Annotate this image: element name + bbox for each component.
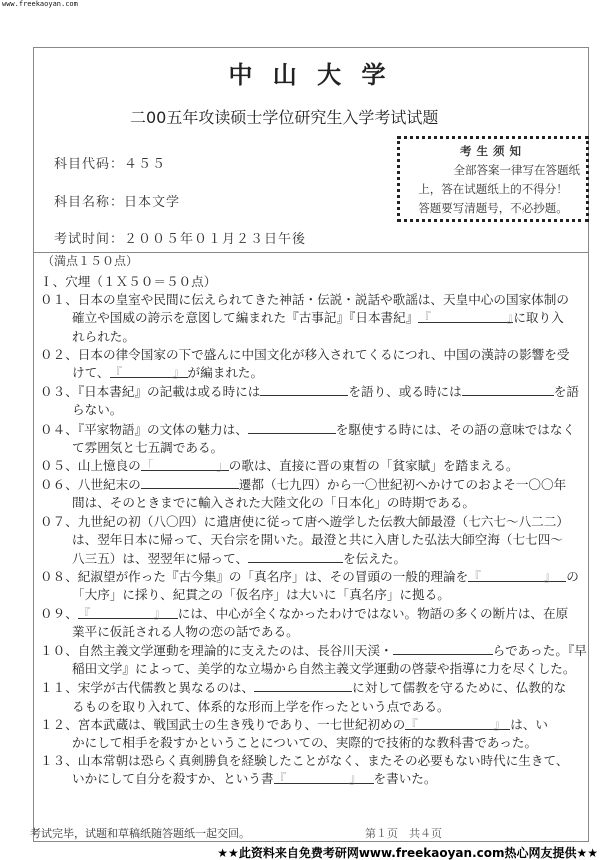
question-text: の歌は、直接に晋の東晳の「貧家賦」を踏まえる。 — [228, 458, 519, 474]
source-banner: ★★此资料来自免费考研网www.freekaoyan.com热心网友提供★★ — [217, 846, 598, 860]
question-item — [40, 346, 585, 382]
question-line — [40, 752, 585, 770]
question-text: １３、山本常朝は恐らく真剣勝負を経験したことがなく、またその必要もない時代に生きて、 — [40, 753, 569, 769]
header-divider — [33, 252, 589, 253]
question-text: かにして相手を殺すかということについての、実際的で技術的な教科書であった。 — [72, 735, 538, 751]
question-text: ０８、紀淑望が作った『古今集』の「真名序」は、その冒頭の一般的理論を — [40, 569, 469, 585]
question-item — [40, 605, 585, 641]
question-item — [40, 420, 585, 457]
question-list — [40, 273, 585, 789]
question-text: に取り入 — [513, 310, 564, 326]
answer-blank: 『 』 — [78, 605, 178, 619]
question-line — [40, 382, 585, 401]
answer-blank — [260, 382, 348, 396]
question-line — [40, 623, 585, 641]
question-line — [40, 698, 585, 716]
question-text: に対して儒教を守るために、仏教的な — [352, 680, 567, 696]
question-line — [40, 734, 585, 752]
question-text: れられた。 — [72, 328, 135, 344]
question-text: １２、宮本武蔵は、戦国武士の生き残りであり、一七世紀初めの — [40, 716, 406, 732]
question-text: を伝えた。 — [343, 551, 407, 567]
question-line — [40, 770, 585, 788]
exam-subtitle: 二00五年攻读硕士学位研究生入学考试试题 — [130, 108, 439, 127]
notice-title: 考生须知 — [460, 144, 526, 158]
question-text: ０１、日本の皇室や民間に伝えられてきた神話・伝説・説話や歌謡は、天皇中心の国家体制の — [40, 292, 569, 308]
notice-line: 全部答案一律写在答题纸 — [453, 163, 580, 177]
question-text: 「大序」に採り、紀貫之の「仮名序」は大いに「真名序」に拠る。 — [72, 587, 450, 603]
question-text: らであった。『早 — [492, 643, 587, 659]
question-text: 八三五）は、翌翌年に帰って、 — [72, 551, 249, 567]
answer-blank — [462, 382, 554, 396]
university-title: 中 山 大 学 — [228, 61, 392, 89]
notice-line: 上，答在试题纸上的不得分！ — [418, 182, 568, 196]
question-line — [40, 328, 585, 346]
question-text: を語り、或る時には — [348, 384, 462, 400]
question-line — [40, 660, 585, 678]
question-item — [40, 475, 585, 512]
question-text: ０２、日本の律令国家の下で盛んに中国文化が移入されてくるにつれ、中国の漢詩の影響を受 — [40, 346, 570, 362]
question-text: らない。 — [72, 402, 123, 418]
answer-blank: 「 」 — [140, 458, 229, 474]
question-text: ０６、八世紀末の — [40, 477, 141, 493]
question-line — [40, 475, 585, 494]
question-text: ０７、九世紀の初（八〇四）に遣唐使に従って唐へ遊学した伝教大師最澄（七六七～八二二） — [40, 513, 569, 529]
answer-blank: 『 』 — [274, 770, 374, 784]
question-item — [40, 568, 585, 604]
question-text: 間は、そのときまでに輸入された大陸文化の「日本化」の時期である。 — [72, 495, 475, 511]
question-text: ０３、『日本書紀』の記載は或る時には — [40, 384, 261, 400]
question-item — [40, 457, 585, 475]
question-item — [40, 641, 585, 678]
question-text: １１、宋学が古代儒教と異なるのは、 — [40, 680, 255, 696]
question-line — [40, 605, 585, 623]
question-text: いかにして自分を殺すか、という書 — [72, 771, 274, 787]
question-line — [40, 549, 585, 568]
question-item — [40, 513, 585, 569]
footer-note: 考试完毕，试题和草稿纸随答题纸一起交回。 — [30, 827, 250, 840]
answer-blank: 『 』 — [418, 310, 520, 326]
question-item — [40, 752, 585, 788]
question-line — [40, 568, 585, 586]
question-text: が編まれた。 — [187, 365, 264, 381]
question-item — [40, 291, 585, 346]
question-item — [40, 382, 585, 419]
question-line — [40, 641, 585, 660]
question-line — [40, 309, 585, 327]
question-text: を語 — [553, 384, 579, 400]
answer-blank: 『 』 — [405, 716, 510, 730]
question-item — [40, 716, 585, 752]
question-text: けて、 — [72, 365, 110, 381]
subject-code: 科目代码：４５５ — [54, 157, 167, 172]
question-line — [40, 364, 585, 382]
question-line — [40, 346, 585, 364]
answer-blank — [248, 549, 343, 563]
question-text: 遷都（七九四）から一〇世紀初へかけてのおよそ一〇〇年 — [238, 477, 567, 493]
question-line — [40, 513, 585, 531]
section-title: Ｉ、穴埋（１Ｘ５０＝５０点） — [40, 274, 217, 289]
question-line — [40, 401, 585, 419]
question-text: ０４、『平家物語』の文体の魅力は、 — [40, 421, 248, 437]
question-line — [40, 439, 585, 457]
question-text: ０５、山上憶良の — [40, 458, 141, 474]
question-line — [40, 716, 585, 734]
answer-blank — [141, 475, 239, 489]
answer-blank: 『 』 — [110, 364, 188, 378]
answer-blank — [254, 678, 352, 692]
question-text: て雰囲気と七五調である。 — [72, 439, 224, 455]
question-line — [40, 586, 585, 604]
question-line — [40, 531, 585, 549]
question-line — [40, 457, 585, 475]
question-text: るものを取り入れて、体系的な形而上学を作ったという点である。 — [72, 698, 450, 714]
question-text: 業平に仮託される人物の恋の話である。 — [72, 623, 299, 639]
question-line — [40, 678, 585, 697]
question-text: 確立や国威の誇示を意図して編まれた『古事記』『日本書紀』 — [72, 310, 419, 326]
notice-line: 答题要写清题号，不必抄题。 — [418, 201, 568, 215]
question-text: は、翌年日本に帰って、天台宗を開いた。最澄と共に入唐した弘法大師空海（七七四～ — [72, 531, 563, 547]
full-score: （満点１５０点） — [42, 254, 139, 268]
question-text: には、中心が全くなかったわけではない。物語の多くの断片は、在原 — [177, 605, 569, 621]
subject-name: 科目名称：日本文学 — [54, 195, 181, 210]
question-item — [40, 678, 585, 715]
answer-blank — [248, 420, 336, 434]
question-line — [40, 494, 585, 512]
question-text: １０、自然主義文学運動を理論的に支えたのは、長谷川天渓・ — [40, 643, 393, 659]
question-text: 稲田文学』によって、美学的な立場から自然主義文学運動の啓蒙や指導に力を尽くした。 — [72, 661, 576, 677]
question-text: の — [566, 569, 579, 585]
answer-blank: 『 』 — [468, 568, 566, 582]
question-text: を駆使する時には、その語の意味ではなく — [335, 421, 576, 437]
question-text: を書いた。 — [373, 771, 437, 787]
answer-blank — [393, 641, 493, 655]
page-number: 第１页 共４页 — [365, 827, 442, 840]
candidate-notice-box — [397, 136, 589, 222]
question-text: は、い — [510, 716, 548, 732]
question-line — [40, 420, 585, 439]
question-line — [40, 291, 585, 309]
source-url: www.freekaoyan.com — [2, 0, 78, 8]
question-text: ０９、 — [40, 605, 78, 621]
exam-time: 考试时间：２００５年０１月２３日午後 — [54, 232, 307, 247]
